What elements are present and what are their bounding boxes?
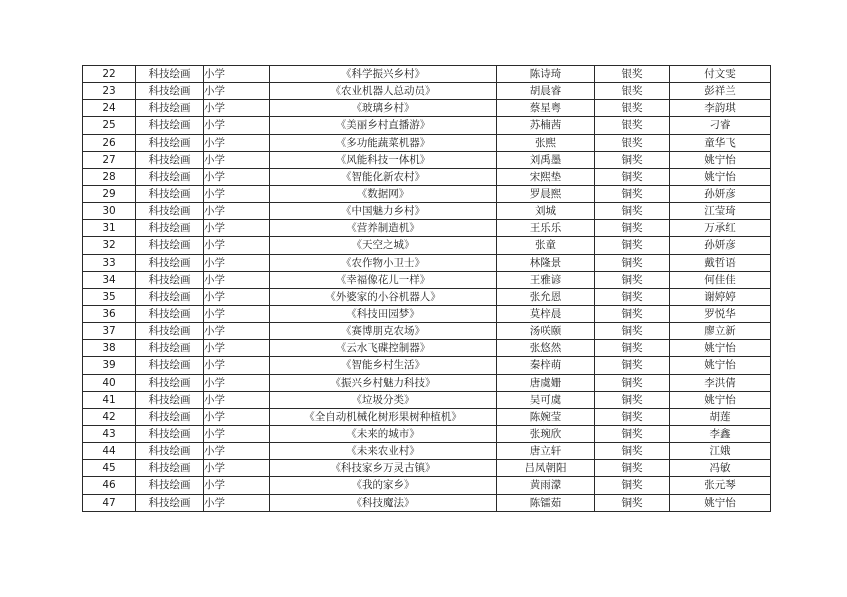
author-name-cell: 张熙 xyxy=(497,134,595,151)
work-title-cell: 《科技田园梦》 xyxy=(270,305,497,322)
category-cell: 科技绘画 xyxy=(136,374,204,391)
tutor-name-cell: 何佳佳 xyxy=(670,271,771,288)
row-number: 28 xyxy=(83,168,136,185)
row-number: 33 xyxy=(83,254,136,271)
group-cell: 小学 xyxy=(204,357,270,374)
category-cell: 科技绘画 xyxy=(136,237,204,254)
tutor-name-cell: 万承红 xyxy=(670,220,771,237)
tutor-name-cell: 冯敏 xyxy=(670,460,771,477)
author-name-cell: 刘禹墨 xyxy=(497,151,595,168)
table-row xyxy=(83,357,771,374)
group-cell: 小学 xyxy=(204,220,270,237)
category-cell: 科技绘画 xyxy=(136,408,204,425)
award-level-cell: 铜奖 xyxy=(595,374,670,391)
tutor-name-cell: 童华飞 xyxy=(670,134,771,151)
work-title-cell: 《营养制造机》 xyxy=(270,220,497,237)
table-row xyxy=(83,408,771,425)
tutor-name-cell: 罗悦华 xyxy=(670,305,771,322)
group-cell: 小学 xyxy=(204,374,270,391)
work-title-cell: 《我的家乡》 xyxy=(270,477,497,494)
author-name-cell: 王乐乐 xyxy=(497,220,595,237)
group-cell: 小学 xyxy=(204,460,270,477)
award-level-cell: 铜奖 xyxy=(595,271,670,288)
tutor-name-cell: 谢婷婷 xyxy=(670,288,771,305)
category-cell: 科技绘画 xyxy=(136,288,204,305)
group-cell: 小学 xyxy=(204,151,270,168)
table-row xyxy=(83,391,771,408)
award-level-cell: 铜奖 xyxy=(595,305,670,322)
table-row xyxy=(83,443,771,460)
author-name-cell: 唐立轩 xyxy=(497,443,595,460)
table-row xyxy=(83,374,771,391)
tutor-name-cell: 姚宁怡 xyxy=(670,357,771,374)
table-row xyxy=(83,66,771,83)
category-cell: 科技绘画 xyxy=(136,460,204,477)
award-level-cell: 铜奖 xyxy=(595,151,670,168)
author-name-cell: 宋熙垫 xyxy=(497,168,595,185)
award-level-cell: 铜奖 xyxy=(595,220,670,237)
work-title-cell: 《振兴乡村魅力科技》 xyxy=(270,374,497,391)
author-name-cell: 张童 xyxy=(497,237,595,254)
table-row xyxy=(83,477,771,494)
category-cell: 科技绘画 xyxy=(136,185,204,202)
table-row xyxy=(83,185,771,202)
row-number: 40 xyxy=(83,374,136,391)
group-cell: 小学 xyxy=(204,391,270,408)
group-cell: 小学 xyxy=(204,203,270,220)
category-cell: 科技绘画 xyxy=(136,340,204,357)
group-cell: 小学 xyxy=(204,254,270,271)
table-row xyxy=(83,151,771,168)
group-cell: 小学 xyxy=(204,340,270,357)
category-cell: 科技绘画 xyxy=(136,254,204,271)
work-title-cell: 《中国魅力乡村》 xyxy=(270,203,497,220)
row-number: 27 xyxy=(83,151,136,168)
category-cell: 科技绘画 xyxy=(136,134,204,151)
row-number: 39 xyxy=(83,357,136,374)
tutor-name-cell: 江莹琦 xyxy=(670,203,771,220)
row-number: 41 xyxy=(83,391,136,408)
author-name-cell: 胡晨睿 xyxy=(497,83,595,100)
category-cell: 科技绘画 xyxy=(136,220,204,237)
tutor-name-cell: 姚宁怡 xyxy=(670,168,771,185)
author-name-cell: 莫梓晨 xyxy=(497,305,595,322)
table-row xyxy=(83,340,771,357)
category-cell: 科技绘画 xyxy=(136,391,204,408)
award-level-cell: 银奖 xyxy=(595,100,670,117)
table-row xyxy=(83,494,771,511)
work-title-cell: 《农作物小卫士》 xyxy=(270,254,497,271)
row-number: 43 xyxy=(83,425,136,442)
author-name-cell: 秦梓萌 xyxy=(497,357,595,374)
award-level-cell: 铜奖 xyxy=(595,254,670,271)
row-number: 31 xyxy=(83,220,136,237)
tutor-name-cell: 刁睿 xyxy=(670,117,771,134)
category-cell: 科技绘画 xyxy=(136,83,204,100)
tutor-name-cell: 付文雯 xyxy=(670,66,771,83)
group-cell: 小学 xyxy=(204,288,270,305)
category-cell: 科技绘画 xyxy=(136,494,204,511)
table-row xyxy=(83,460,771,477)
category-cell: 科技绘画 xyxy=(136,151,204,168)
author-name-cell: 吴可虞 xyxy=(497,391,595,408)
row-number: 25 xyxy=(83,117,136,134)
table-row xyxy=(83,203,771,220)
category-cell: 科技绘画 xyxy=(136,305,204,322)
tutor-name-cell: 李洪倩 xyxy=(670,374,771,391)
award-level-cell: 铜奖 xyxy=(595,203,670,220)
group-cell: 小学 xyxy=(204,237,270,254)
table-row xyxy=(83,425,771,442)
row-number: 29 xyxy=(83,185,136,202)
row-number: 32 xyxy=(83,237,136,254)
tutor-name-cell: 廖立新 xyxy=(670,323,771,340)
table-row xyxy=(83,305,771,322)
work-title-cell: 《科技家乡万灵古镇》 xyxy=(270,460,497,477)
table-row xyxy=(83,288,771,305)
author-name-cell: 苏楠茜 xyxy=(497,117,595,134)
award-level-cell: 铜奖 xyxy=(595,323,670,340)
row-number: 23 xyxy=(83,83,136,100)
group-cell: 小学 xyxy=(204,134,270,151)
award-level-cell: 银奖 xyxy=(595,66,670,83)
row-number: 45 xyxy=(83,460,136,477)
work-title-cell: 《垃圾分类》 xyxy=(270,391,497,408)
award-level-cell: 铜奖 xyxy=(595,340,670,357)
work-title-cell: 《未来的城市》 xyxy=(270,425,497,442)
tutor-name-cell: 孙妍彦 xyxy=(670,237,771,254)
category-cell: 科技绘画 xyxy=(136,168,204,185)
tutor-name-cell: 戴哲语 xyxy=(670,254,771,271)
group-cell: 小学 xyxy=(204,117,270,134)
award-level-cell: 铜奖 xyxy=(595,408,670,425)
category-cell: 科技绘画 xyxy=(136,425,204,442)
work-title-cell: 《智能化新农村》 xyxy=(270,168,497,185)
author-name-cell: 张允恩 xyxy=(497,288,595,305)
group-cell: 小学 xyxy=(204,408,270,425)
award-level-cell: 铜奖 xyxy=(595,237,670,254)
group-cell: 小学 xyxy=(204,477,270,494)
award-level-cell: 铜奖 xyxy=(595,443,670,460)
tutor-name-cell: 姚宁怡 xyxy=(670,151,771,168)
category-cell: 科技绘画 xyxy=(136,357,204,374)
awards-table-body xyxy=(83,66,771,512)
row-number: 35 xyxy=(83,288,136,305)
author-name-cell: 蔡星粤 xyxy=(497,100,595,117)
table-row xyxy=(83,237,771,254)
category-cell: 科技绘画 xyxy=(136,117,204,134)
table-row xyxy=(83,83,771,100)
table-row xyxy=(83,323,771,340)
author-name-cell: 林隆景 xyxy=(497,254,595,271)
row-number: 44 xyxy=(83,443,136,460)
work-title-cell: 《风能科技一体机》 xyxy=(270,151,497,168)
tutor-name-cell: 姚宁怡 xyxy=(670,494,771,511)
tutor-name-cell: 彭祥兰 xyxy=(670,83,771,100)
author-name-cell: 黄雨濛 xyxy=(497,477,595,494)
award-level-cell: 银奖 xyxy=(595,134,670,151)
award-level-cell: 铜奖 xyxy=(595,288,670,305)
group-cell: 小学 xyxy=(204,271,270,288)
work-title-cell: 《农业机器人总动员》 xyxy=(270,83,497,100)
award-level-cell: 铜奖 xyxy=(595,168,670,185)
work-title-cell: 《多功能蔬菜机器》 xyxy=(270,134,497,151)
award-level-cell: 银奖 xyxy=(595,117,670,134)
work-title-cell: 《玻璃乡村》 xyxy=(270,100,497,117)
awards-table xyxy=(82,65,771,512)
work-title-cell: 《赛博朋克农场》 xyxy=(270,323,497,340)
category-cell: 科技绘画 xyxy=(136,203,204,220)
work-title-cell: 《云水飞碟控制器》 xyxy=(270,340,497,357)
table-row xyxy=(83,134,771,151)
work-title-cell: 《科学振兴乡村》 xyxy=(270,66,497,83)
row-number: 34 xyxy=(83,271,136,288)
tutor-name-cell: 孙妍彦 xyxy=(670,185,771,202)
row-number: 37 xyxy=(83,323,136,340)
award-level-cell: 铜奖 xyxy=(595,494,670,511)
author-name-cell: 吕凤朝阳 xyxy=(497,460,595,477)
row-number: 46 xyxy=(83,477,136,494)
row-number: 38 xyxy=(83,340,136,357)
category-cell: 科技绘画 xyxy=(136,323,204,340)
row-number: 22 xyxy=(83,66,136,83)
tutor-name-cell: 胡莲 xyxy=(670,408,771,425)
group-cell: 小学 xyxy=(204,323,270,340)
row-number: 42 xyxy=(83,408,136,425)
author-name-cell: 刘城 xyxy=(497,203,595,220)
author-name-cell: 陈婉莹 xyxy=(497,408,595,425)
row-number: 47 xyxy=(83,494,136,511)
group-cell: 小学 xyxy=(204,494,270,511)
row-number: 30 xyxy=(83,203,136,220)
group-cell: 小学 xyxy=(204,100,270,117)
category-cell: 科技绘画 xyxy=(136,66,204,83)
row-number: 26 xyxy=(83,134,136,151)
work-title-cell: 《未来农业村》 xyxy=(270,443,497,460)
award-level-cell: 铜奖 xyxy=(595,185,670,202)
author-name-cell: 王雅谚 xyxy=(497,271,595,288)
table-row xyxy=(83,254,771,271)
work-title-cell: 《数据网》 xyxy=(270,185,497,202)
group-cell: 小学 xyxy=(204,443,270,460)
category-cell: 科技绘画 xyxy=(136,100,204,117)
work-title-cell: 《幸福像花儿一样》 xyxy=(270,271,497,288)
award-level-cell: 铜奖 xyxy=(595,425,670,442)
author-name-cell: 陈诗琦 xyxy=(497,66,595,83)
author-name-cell: 陈镭茹 xyxy=(497,494,595,511)
award-level-cell: 铜奖 xyxy=(595,477,670,494)
work-title-cell: 《天空之城》 xyxy=(270,237,497,254)
group-cell: 小学 xyxy=(204,83,270,100)
tutor-name-cell: 姚宁怡 xyxy=(670,391,771,408)
table-row xyxy=(83,117,771,134)
work-title-cell: 《外婆家的小谷机器人》 xyxy=(270,288,497,305)
work-title-cell: 《美丽乡村直播游》 xyxy=(270,117,497,134)
tutor-name-cell: 李鑫 xyxy=(670,425,771,442)
group-cell: 小学 xyxy=(204,425,270,442)
tutor-name-cell: 江娥 xyxy=(670,443,771,460)
author-name-cell: 张悠然 xyxy=(497,340,595,357)
award-level-cell: 铜奖 xyxy=(595,460,670,477)
group-cell: 小学 xyxy=(204,66,270,83)
work-title-cell: 《科技魔法》 xyxy=(270,494,497,511)
author-name-cell: 汤咲颐 xyxy=(497,323,595,340)
work-title-cell: 《全自动机械化树形果树种植机》 xyxy=(270,408,497,425)
author-name-cell: 罗晨熙 xyxy=(497,185,595,202)
group-cell: 小学 xyxy=(204,305,270,322)
tutor-name-cell: 姚宁怡 xyxy=(670,340,771,357)
tutor-name-cell: 张元琴 xyxy=(670,477,771,494)
work-title-cell: 《智能乡村生活》 xyxy=(270,357,497,374)
author-name-cell: 张琬欣 xyxy=(497,425,595,442)
table-row xyxy=(83,271,771,288)
row-number: 36 xyxy=(83,305,136,322)
category-cell: 科技绘画 xyxy=(136,443,204,460)
category-cell: 科技绘画 xyxy=(136,477,204,494)
group-cell: 小学 xyxy=(204,185,270,202)
award-level-cell: 铜奖 xyxy=(595,357,670,374)
award-level-cell: 铜奖 xyxy=(595,391,670,408)
table-row xyxy=(83,220,771,237)
category-cell: 科技绘画 xyxy=(136,271,204,288)
award-level-cell: 银奖 xyxy=(595,83,670,100)
row-number: 24 xyxy=(83,100,136,117)
group-cell: 小学 xyxy=(204,168,270,185)
tutor-name-cell: 李韵琪 xyxy=(670,100,771,117)
table-row xyxy=(83,100,771,117)
author-name-cell: 唐虞姗 xyxy=(497,374,595,391)
table-row xyxy=(83,168,771,185)
